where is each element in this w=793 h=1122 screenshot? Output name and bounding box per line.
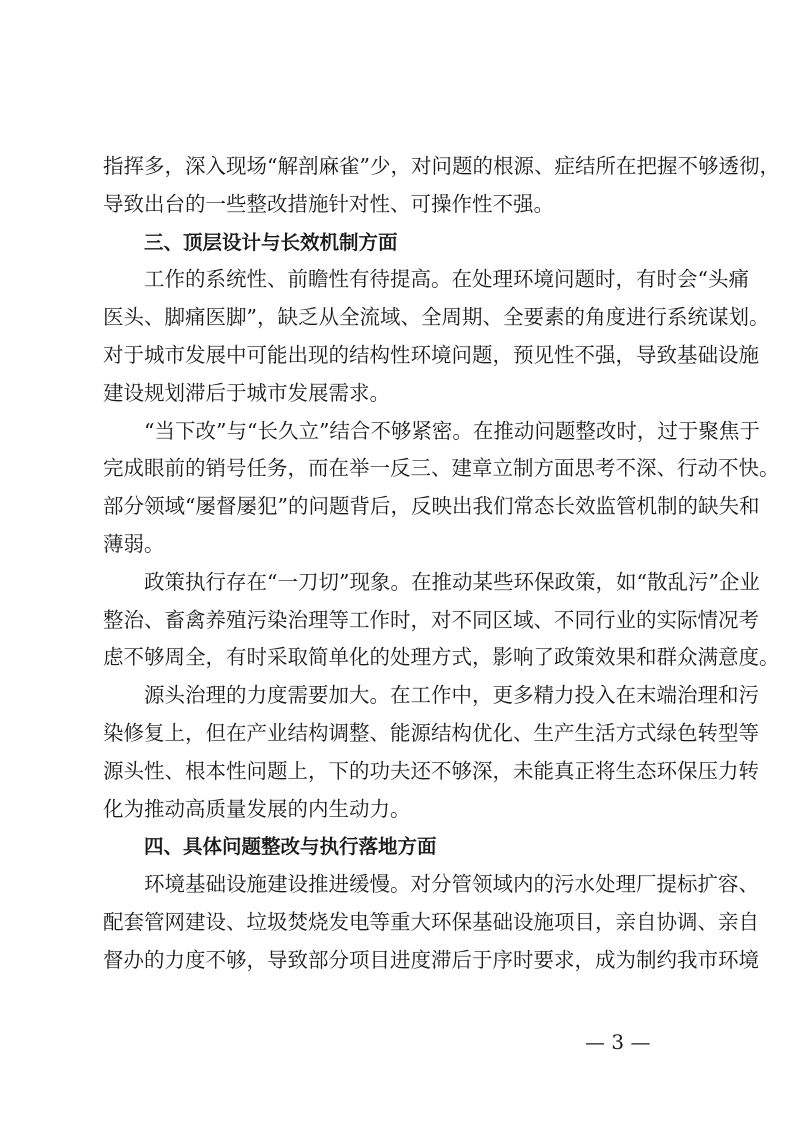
paragraph-line: 源头性、根本性问题上，下的功夫还不够深，未能真正将生态环保压力转 — [103, 758, 759, 783]
paragraph-line: 部分领域“屡督屡犯”的问题背后，反映出我们常态长效监管机制的缺失和 — [103, 494, 760, 519]
paragraph-line: 染修复上，但在产业结构调整、能源结构优化、生产生活方式绿色转型等 — [103, 720, 759, 745]
paragraph-line: 医头、脚痛医脚”，缺乏从全流域、全周期、全要素的角度进行系统谋划。 — [103, 305, 770, 330]
paragraph-line: 环境基础设施建设推进缓慢。对分管领域内的污水处理厂提标扩容、 — [144, 872, 759, 897]
paragraph-line: 整治、畜禽养殖污染治理等工作时，对不同区域、不同行业的实际情况考 — [103, 607, 759, 632]
paragraph-line: “当下改”与“长久立”结合不够紧密。在推动问题整改时，过于聚焦于 — [144, 418, 760, 443]
page-number: — 3 — — [585, 1030, 651, 1054]
paragraph-line: 化为推动高质量发展的内生动力。 — [103, 796, 411, 821]
paragraph-line: 建设规划滞后于城市发展需求。 — [103, 380, 390, 405]
paragraph-line: 导致出台的一些整改措施针对性、可操作性不强。 — [103, 191, 554, 216]
paragraph-line: 指挥多，深入现场“解剖麻雀”少，对问题的根源、症结所在把握不够透彻， — [103, 154, 780, 178]
section-heading-4: 四、具体问题整改与执行落地方面 — [144, 835, 437, 859]
paragraph-line: 政策执行存在“一刀切”现象。在推动某些环保政策，如“散乱污”企业 — [144, 569, 760, 594]
paragraph-line: 工作的系统性、前瞻性有待提高。在处理环境问题时，有时会“头痛 — [144, 267, 749, 292]
section-heading-3: 三、顶层设计与长效机制方面 — [144, 230, 398, 254]
paragraph-line: 虑不够周全，有时采取简单化的处理方式，影响了政策效果和群众满意度。 — [103, 645, 780, 670]
paragraph-line: 源头治理的力度需要加大。在工作中，更多精力投入在末端治理和污 — [144, 683, 759, 708]
paragraph-line: 薄弱。 — [103, 531, 165, 556]
paragraph-line: 督办的力度不够，导致部分项目进度滞后于序时要求，成为制约我市环境 — [103, 947, 759, 972]
paragraph-line: 对于城市发展中可能出现的结构性环境问题，预见性不强，导致基础设施 — [103, 342, 759, 367]
paragraph-line: 配套管网建设、垃圾焚烧发电等重大环保基础设施项目，亲自协调、亲自 — [103, 909, 759, 934]
body-text — [103, 148, 780, 980]
paragraph-line: 完成眼前的销号任务，而在举一反三、建章立制方面思考不深、行动不快。 — [103, 456, 780, 481]
